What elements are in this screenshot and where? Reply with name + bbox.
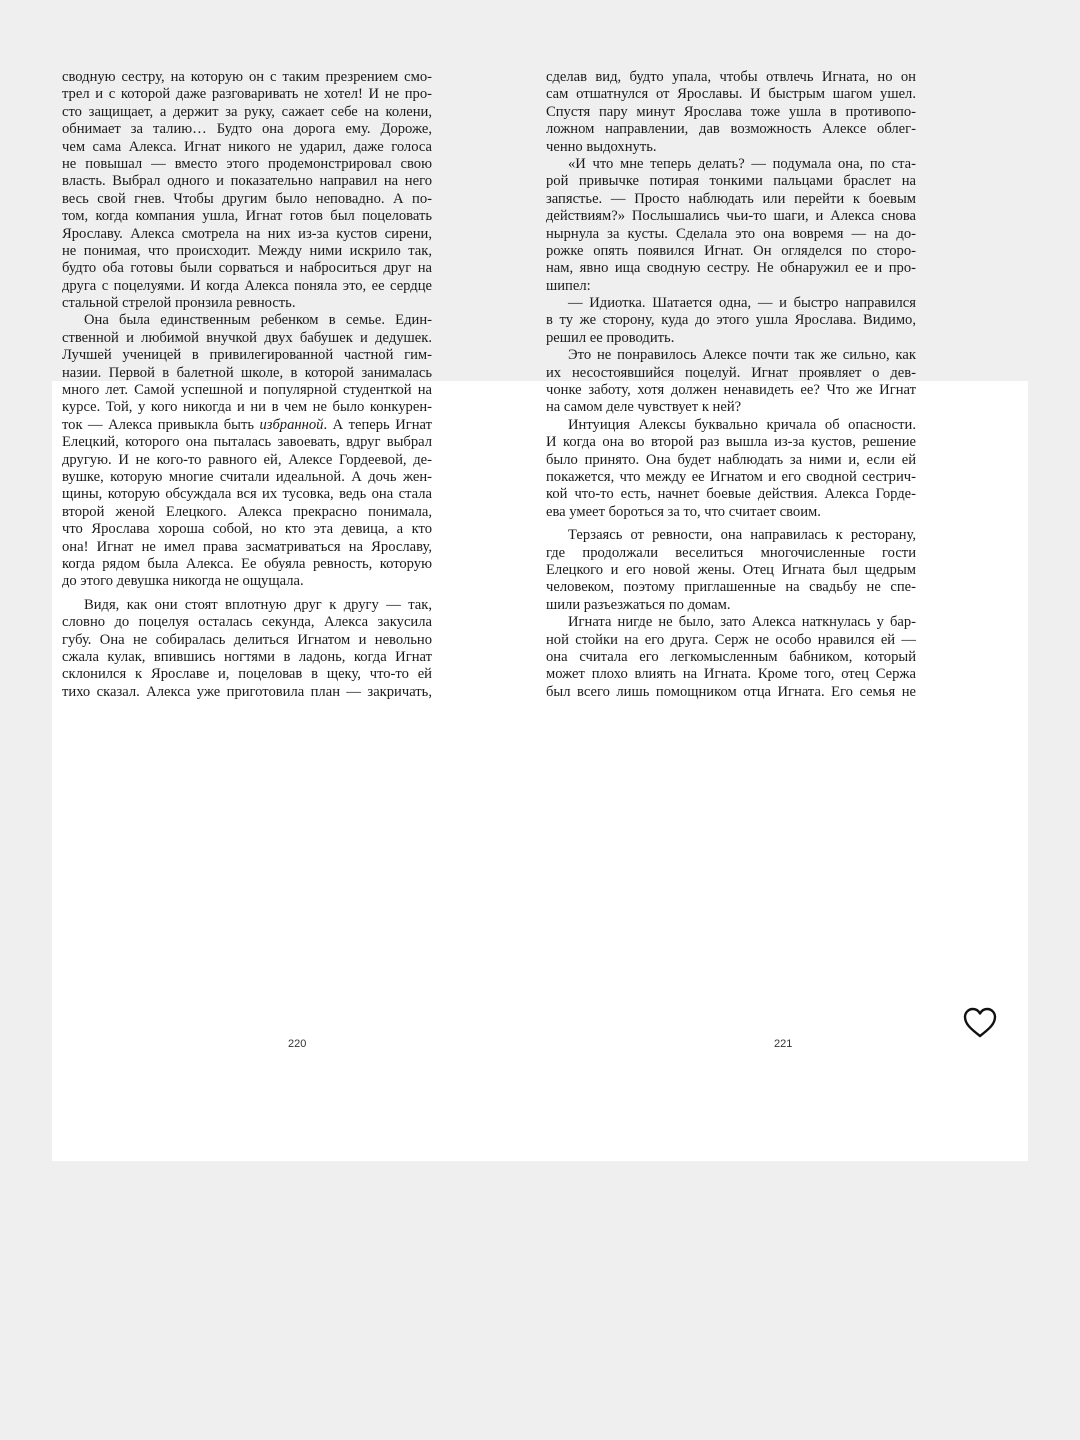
heart-outline (965, 1009, 995, 1036)
text-line: трел и с которой даже разговаривать не хотел! И не про- (62, 86, 432, 103)
text-line: власть. Выбрал одного и показательно направил на него (62, 173, 432, 190)
text-line: сделав вид, будто упала, чтобы отвлечь Игната, но он (546, 69, 916, 85)
text-line: решил ее проводить. (546, 329, 675, 346)
page-number-left: 220 (288, 1038, 307, 1050)
text-line: не повышал — вместо этого продемонстрировал свою (62, 155, 432, 172)
text-line: Спустя пару минут Ярослава тоже ушла в противопо- (546, 103, 916, 120)
text-line: ложном направлении, дав возможность Алексе облег- (546, 121, 916, 138)
text-line: Видя, как они стоят вплотную друг к другу — так, (84, 596, 432, 613)
text-line: до этого девушка никогда не ощущала. (62, 573, 304, 590)
text-line: шили разъезжаться по домам. (546, 596, 731, 613)
text-line: Интуиция Алексы буквально кричала об опасности. (568, 416, 916, 433)
text-line: — Идиотка. Шатается одна, — и быстро направился (568, 295, 916, 312)
text-line: действиям?» Послышались чьи-то шаги, и Алекса снова (546, 208, 916, 225)
text-line: чонке заботу, хотя должен ненавидеть ее? Что же Игнат (546, 382, 916, 399)
text-line: Это не понравилось Алексе почти так же сильно, как (568, 347, 916, 364)
text-line: другую. И не кого-то равного ей, Алексе Гордеевой, де- (62, 451, 432, 468)
text-line: было принято. Она будет наблюдать за ними и, если ей (546, 451, 916, 468)
text-line: губу. Она не собиралась делиться Игнатом и невольно (62, 631, 432, 648)
text-line: курсе. Той, у кого никогда и ни в чем не было конкурен- (62, 399, 432, 416)
text-line: нам, явно ища сводную сестру. Не обнаружил ее и про- (546, 260, 916, 277)
text-line: второй женой Елецкого. Алекса прекрасно понимала, (62, 503, 432, 520)
text-line: Игната нигде не было, зато Алекса наткнулась у бар- (568, 614, 916, 631)
text-run: ток — Алекса привыкла быть (62, 416, 260, 433)
text-line: был всего лишь помощником отца Игната. Его семья не (546, 683, 916, 700)
text-line: стальной стрелой пронзила ревность. (62, 295, 296, 312)
text-line: назии. Первой в балетной школе, в которой занималась (62, 364, 432, 381)
text-line-with-emphasis (62, 417, 432, 434)
text-line: вушке, которую многие считали идеальной. А дочь жен- (62, 468, 432, 485)
text-line: чем сама Алекса. Игнат никого не ударил, даже голоса (62, 138, 432, 155)
text-line: том, когда компания ушла, Игнат готов был поцеловать (62, 208, 432, 225)
text-line: ственной и любимой внучкой двух бабушек и дедушек. (62, 329, 432, 346)
wishlist-button[interactable] (962, 1005, 998, 1041)
text-line: может плохо влиять на Игната. Кроме того, отец Сержа (546, 666, 916, 683)
text-line: кой что-то есть, начнет боевые действия. Алекса Горде- (546, 486, 916, 503)
text-line: сводную сестру, на которую он с таким презрением смо- (62, 69, 432, 85)
text-line: нырнула за кусты. Сделала это она вовремя — на до- (546, 225, 916, 242)
text-line: что Ярослава хороша собой, но кто эта девица, а кто (62, 521, 432, 538)
text-line: когда рядом была Алекса. Ее обуяла ревность, которую (62, 555, 432, 572)
text-line: словно до поцелуя осталась секунда, Алекса закусила (62, 614, 432, 631)
text-line: она! Игнат не имел права засматриваться на Ярославу, (62, 538, 432, 555)
text-run: . А теперь Игнат (323, 416, 433, 433)
text-line: запястье. — Просто наблюдать или перейти к боевым (546, 190, 916, 207)
text-line: склонился к Ярославе и, поцеловав в щеку, что-то ей (62, 666, 432, 683)
text-line: Елецкий, которого она пыталась завоевать, вдруг выбрал (62, 434, 432, 451)
text-line: Лучшей ученицей в привилегированной частной гим- (62, 347, 432, 364)
text-line: сжала кулак, впившись ногтями в ладонь, когда Игнат (62, 648, 432, 665)
left-page (62, 69, 432, 701)
text-line: сто защищает, а держит за руку, сажает себе на колени, (62, 103, 432, 120)
text-line: Ярославу. Алекса смотрела на них из-за кустов сирени, (62, 225, 432, 242)
text-line: рой привычке потирая тонкими пальцами браслет на (546, 173, 916, 190)
text-line: где продолжали веселиться многочисленные гости (546, 544, 916, 561)
text-line: обнимает за талию… Будто она дорога ему. Дороже, (62, 121, 432, 138)
text-line: в ту же сторону, куда до этого ушла Ярослава. Видимо, (546, 312, 916, 329)
text-line: Она была единственным ребенком в семье. Един- (84, 312, 432, 329)
text-line: на самом деле чувствует к ней? (546, 399, 742, 416)
text-line: шипел: (546, 277, 591, 294)
text-line: сам отшатнулся от Ярославы. И быстрым шагом ушел. (546, 86, 916, 103)
right-page (546, 69, 916, 701)
text-line: весь свой гнев. Чтобы другим было неповадно. А по- (62, 190, 432, 207)
emphasis-word: избранной (259, 416, 324, 433)
text-line: ной стойки на его друга. Серж не особо нравился ей — (546, 631, 916, 648)
text-line: много лет. Самой успешной и популярной студенткой на (62, 382, 432, 399)
text-line: их несостоявшийся поцелуй. Игнат проявляет о дев- (546, 364, 916, 381)
text-line: ева умеет бороться за то, что считает своим. (546, 503, 821, 520)
heart-icon (962, 1005, 998, 1041)
page-number-right: 221 (774, 1038, 793, 1050)
text-line: И когда она во второй раз вышла из-за кустов, решение (546, 434, 916, 451)
text-line: она считала его легкомысленным бабником, который (546, 648, 916, 665)
text-line: не понимая, что происходит. Между ними искрило так, (62, 242, 432, 259)
text-line: человеком, поэтому приглашенные на свадьбу не спе- (546, 579, 916, 596)
text-line: рожке опять появился Игнат. Он огляделся по сторо- (546, 242, 916, 259)
text-line: щины, которую обсуждала вся их тусовка, ведь она стала (62, 486, 432, 503)
text-line: тихо сказал. Алекса уже приготовила план — закричать, (62, 683, 432, 700)
text-line: Терзаясь от ревности, она направилась к ресторану, (568, 527, 916, 544)
text-line: ченно выдохнуть. (546, 138, 657, 155)
text-line: «И что мне теперь делать? — подумала она, по ста- (568, 155, 916, 172)
text-line: покажется, что между ее Игнатом и его сводной сестрич- (546, 468, 916, 485)
text-line: будто оба готовы были сорваться и наброситься друг на (62, 260, 432, 277)
text-line: друга с поцелуями. И когда Алекса поняла это, ее сердце (62, 277, 432, 294)
text-line: Елецкого и его новой жены. Отец Игната был щедрым (546, 561, 916, 578)
